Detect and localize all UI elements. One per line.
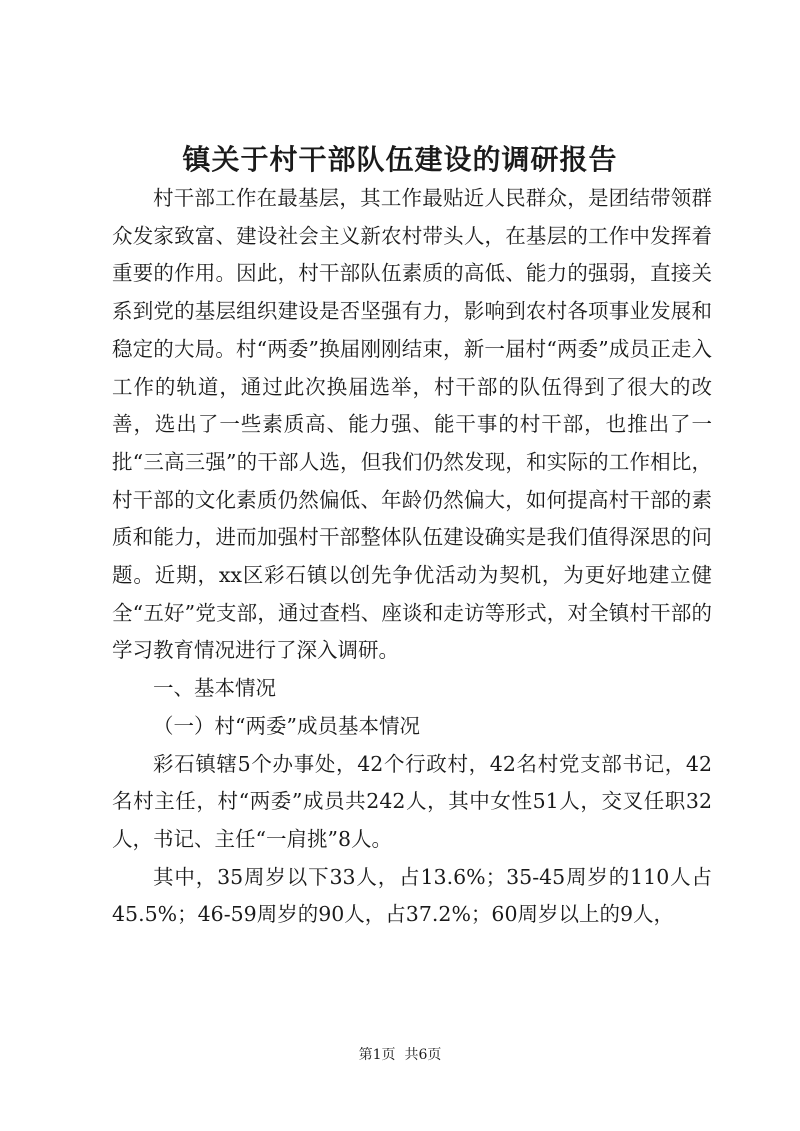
paragraph-age-stats: 其中，35周岁以下33人，占13.6%；35-45周岁的110人占45.5%；46-59周岁的90人，占37.2%；60周岁以上的9人，	[112, 864, 712, 927]
document-title: 镇关于村干部队伍建设的调研报告	[182, 143, 618, 176]
document-body	[112, 180, 712, 934]
page-footer	[0, 1045, 800, 1065]
page-number: 第1页 共6页	[358, 1047, 442, 1063]
subsection-heading-members: （一）村“两委”成员基本情况	[153, 713, 420, 738]
section-heading-basic-situation: 一、基本情况	[153, 676, 276, 701]
paragraph-member-stats: 彩石镇辖5个办事处，42个行政村，42名村党支部书记，42名村主任，村“两委”成员共242人，其中女性51人，交叉任职32人，书记、主任“一肩挑”8人。	[112, 751, 712, 851]
paragraph-intro: 村干部工作在最基层，其工作最贴近人民群众，是团结带领群众发家致富、建设社会主义新农村带头人，在基层的工作中发挥着重要的作用。因此，村干部队伍素质的高低、能力的强弱，直接关系到党的基层组织建设是否坚强有力，影响到农村各项事业发展和稳定的大局。村“两委”换届刚刚结束，新一届村“两委”成员正走入工作的轨道，通过此次换届选举，村干部的队伍得到了很大的改善，选出了一些素质高、能力强、能干事的村干部，也推出了一批“三高三强”的干部人选，但我们仍然发现，和实际的工作相比，村干部的文化素质仍然偏低、年龄仍然偏大，如何提高村干部的素质和能力，进而加强村干部整体队伍建设确实是我们值得深思的问题。近期，xx区彩石镇以创先争优活动为契机，为更好地建立健全“五好”党支部，通过查档、座谈和走访等形式，对全镇村干部的学习教育情况进行了深入调研。	[112, 186, 712, 663]
